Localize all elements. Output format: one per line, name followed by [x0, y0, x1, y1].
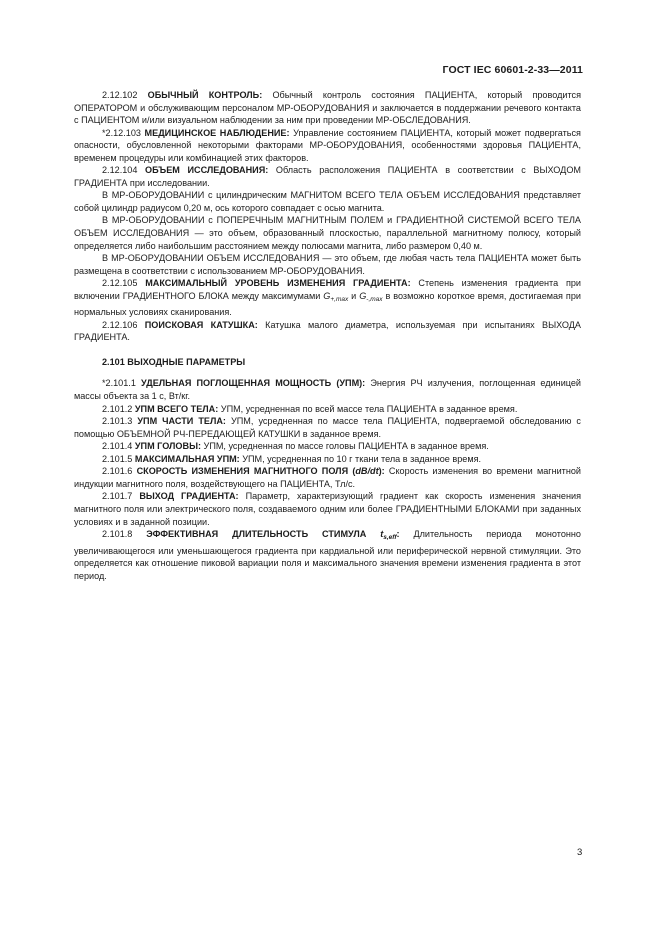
definition-text: УПМ, усредненная по массе тела ПАЦИЕНТА, подвергаемой обследованию с помощью ОБЪЕМНОЙ РЧ-ПЕРЕДАЮЩЕЙ КАТУШКИ в заданное время. — [74, 416, 581, 439]
definition-text: Катушка малого диаметра, используемая при испытаниях ВЫХОДА ГРАДИЕНТА. — [74, 319, 581, 343]
clause-number: *2.12.103 — [102, 127, 145, 138]
symbol-g: G — [359, 290, 367, 301]
definition-text: Степень изменения градиента при включении ГРАДИЕНТНОГО БЛОКА между максимумами — [74, 278, 582, 301]
definition-text: УПМ, усредненная по всей массе тела ПАЦИЕНТА в заданное время. — [218, 403, 518, 414]
term: УПМ ГОЛОВЫ: — [134, 441, 202, 452]
clause-number: 2.101.5 — [102, 453, 135, 464]
term: ОБЪЕМ ИССЛЕДОВАНИЯ: — [145, 165, 269, 176]
conjunction: и — [348, 290, 360, 301]
definition-text: Область расположения ПАЦИЕНТА в соответствии с ВЫХОДОМ ГРАДИЕНТА при исследовании. — [74, 165, 581, 188]
definition-text: Обычный контроль состояния ПАЦИЕНТА, который проводится ОПЕРАТОРОМ и обслуживающим персоналом МР-ОБОРУДОВАНИЯ и заключается в поддержании речевого контакта с ПАЦИЕНТОМ и/или визуальном наблюдении за ним при проведении МР-ОБСЛЕДОВАНИЯ. — [74, 90, 581, 126]
term-close: ): — [378, 466, 385, 477]
term-symbol: dB/dt — [355, 466, 379, 477]
term: ВЫХОД ГРАДИЕНТА: — [139, 491, 239, 502]
term: ЭФФЕКТИВНАЯ ДЛИТЕЛЬНОСТЬ СТИМУЛА — [146, 529, 381, 540]
clause-number: 2.101.4 — [102, 441, 135, 452]
term: МАКСИМАЛЬНАЯ УПМ: — [134, 453, 240, 464]
term: УДЕЛЬНАЯ ПОГЛОЩЕННАЯ МОЩНОСТЬ (УПМ): — [141, 378, 366, 389]
clause-number: 2.101.8 — [102, 529, 147, 540]
clause-number: 2.12.106 — [102, 319, 145, 330]
document-code: ГОСТ IEC 60601-2-33—2011 — [442, 64, 583, 76]
definition-text: в возможно короткое время, достигаемая при нормальных условиях сканирования. — [74, 290, 581, 318]
definition-2-101-5 — [74, 453, 581, 466]
definition-2-101-7 — [74, 490, 581, 528]
body-paragraph: В МР-ОБОРУДОВАНИИ с ПОПЕРЕЧНЫМ МАГНИТНЫМ ПОЛЕМ и ГРАДИЕНТНОЙ СИСТЕМОЙ ВСЕГО ТЕЛА ОБЪЕМ ИССЛЕДОВАНИЯ — это объем, образованный плоскостью, параллельной магнитному полюсу, который определяется либо наибольшим расстоянием между полюсами магнита, либо размером 0,40 м. — [74, 215, 581, 251]
definition-text: Энергия РЧ излучения, поглощенная единицей массы объекта за 1 с, Вт/кг. — [74, 378, 582, 402]
clause-number: 2.12.102 — [102, 90, 148, 100]
definition-2-101-3 — [74, 415, 581, 440]
term: СКОРОСТЬ ИЗМЕНЕНИЯ МАГНИТНОГО ПОЛЯ ( — [136, 466, 356, 477]
definition-text: Длительность периода монотонно увеличивающегося или уменьшающегося градиента при кардиальной или периферической нервной стимуляции. Это определяется как отношение пиковой вариации поля и максимального значения времени изменения градиента в этот период. — [74, 529, 581, 581]
definition-text: УПМ, усредненная по 10 г ткани тела в заданное время. — [239, 453, 482, 464]
symbol-subscript: -,max — [366, 295, 383, 303]
definition-2-101-2 — [74, 403, 581, 416]
section-heading: 2.101 ВЫХОДНЫЕ ПАРАМЕТРЫ — [102, 356, 246, 367]
clause-number: 2.101.6 — [102, 466, 137, 477]
clause-number: 2.101.2 — [102, 403, 135, 414]
clause-number: 2.101.7 — [102, 491, 140, 502]
definition-2-12-104 — [74, 164, 581, 189]
definition-2-101-1 — [74, 377, 581, 402]
definition-2-12-103 — [74, 127, 581, 165]
document-body — [74, 89, 581, 582]
term: ОБЫЧНЫЙ КОНТРОЛЬ: — [147, 90, 263, 100]
symbol-subscript: +,max — [330, 295, 349, 303]
body-paragraph: В МР-ОБОРУДОВАНИИ с цилиндрическим МАГНИТОМ ВСЕГО ТЕЛА ОБЪЕМ ИССЛЕДОВАНИЯ представляет собой цилиндр радиусом 0,20 м, ось которого совпадает с осью магнита. — [74, 190, 581, 213]
clause-number: *2.101.1 — [102, 378, 142, 389]
term: УПМ ЧАСТИ ТЕЛА: — [137, 416, 226, 427]
term: МЕДИЦИНСКОЕ НАБЛЮДЕНИЕ: — [144, 127, 290, 138]
symbol-g: G — [323, 290, 331, 301]
definition-2-12-106 — [74, 319, 581, 344]
clause-number: 2.12.105 — [102, 278, 146, 289]
definition-2-101-6 — [74, 465, 581, 490]
body-paragraph: В МР-ОБОРУДОВАНИИ ОБЪЕМ ИССЛЕДОВАНИЯ — это объем, где любая часть тела ПАЦИЕНТА может быть размещена в соответствии с использованием МР-ОБОРУДОВАНИЯ. — [74, 253, 581, 276]
page-number: 3 — [577, 847, 583, 858]
definition-text: Скорость изменения во времени магнитной индукции магнитного поля, воздействующего на ПАЦИЕНТА, Тл/с. — [74, 466, 581, 489]
clause-number: 2.12.104 — [102, 165, 146, 176]
term: МАКСИМАЛЬНЫЙ УРОВЕНЬ ИЗМЕНЕНИЯ ГРАДИЕНТА: — [145, 278, 411, 289]
term: УПМ ВСЕГО ТЕЛА: — [134, 403, 219, 414]
definition-text: Параметр, характеризующий градиент как скорость изменения значения магнитного поля или электрического поля, создаваемого одним или более ГРАДИЕНТНЫМИ БЛОКАМИ при заданных условиях и в заданной позиции. — [74, 491, 581, 527]
definition-2-101-8 — [74, 528, 581, 582]
term-colon: : — [396, 529, 400, 540]
definition-2-101-4 — [74, 440, 581, 453]
symbol-subscript: s,eff — [383, 534, 397, 542]
definition-text: УПМ, усредненная по массе головы ПАЦИЕНТА в заданное время. — [201, 441, 489, 452]
clause-number: 2.101.3 — [102, 416, 138, 427]
definition-2-12-105 — [74, 277, 581, 319]
definition-text: Управление состоянием ПАЦИЕНТА, который может подвергаться опасности, обусловленной некоторыми факторами МР-ОБОРУДОВАНИЯ, особенностями здоровья ПАЦИЕНТА, временем процедуры или комбинацией этих факторов. — [74, 127, 581, 163]
definition-2-12-102 — [74, 89, 581, 127]
term: ПОИСКОВАЯ КАТУШКА: — [144, 319, 258, 330]
symbol-t: t — [380, 529, 384, 540]
